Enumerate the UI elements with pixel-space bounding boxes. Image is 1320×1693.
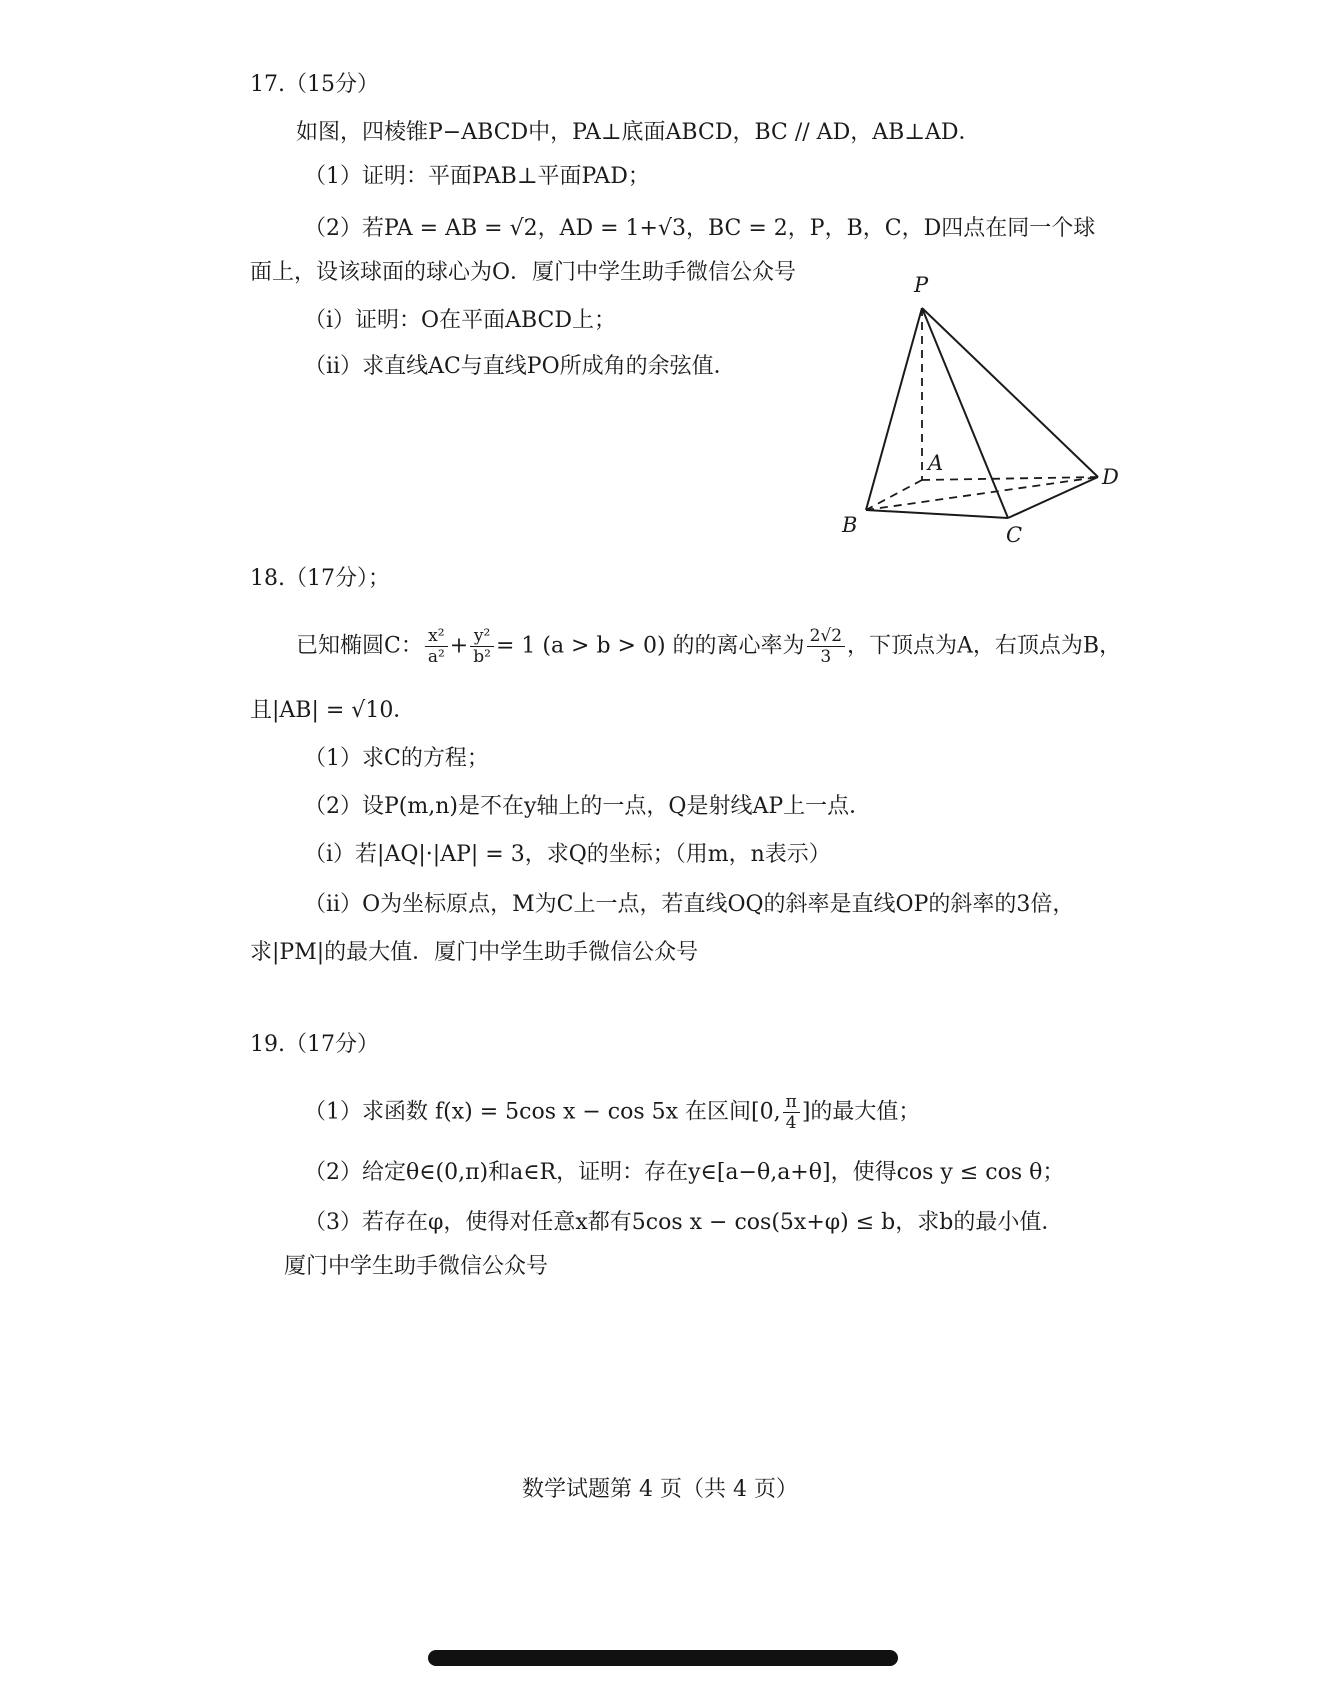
pyramid-figure [830, 270, 1130, 550]
fraction-x2-a2 [425, 626, 448, 667]
q19-part2: （2）给定θ∈(0,π)和a∈R，证明：存在y∈[a−θ,a+θ]，使得cos y ≤ cos θ； [304, 1160, 1065, 1185]
q19-note: 厦门中学生助手微信公众号 [284, 1254, 549, 1279]
q17-part2-line1: （2）若PA = AB = √2，AD = 1+√3，BC = 2，P，B，C，D四点在同一个球 [304, 216, 1096, 241]
fraction-den: 3 [820, 647, 832, 667]
q17-part1: （1）证明：平面PAB⊥平面PAD； [304, 164, 650, 189]
q19-part1-pre: （1）求函数 f(x) = 5cos x − cos 5x 在区间[0, [304, 1099, 781, 1125]
q18-part2-ii-line1: （ⅱ）O为坐标原点，M为C上一点，若直线OQ的斜率是直线OP的斜率的3倍， [304, 892, 1075, 917]
fraction-den: 4 [785, 1113, 797, 1133]
edge-BC [866, 510, 1008, 518]
q19-part1 [304, 1092, 920, 1133]
q18-part2-i: （ⅰ）若|AQ|·|AP| = 3，求Q的坐标；（用m，n表示） [304, 842, 831, 867]
plus-sign: + [449, 633, 469, 659]
q17-header: 17.（15分） [250, 72, 379, 97]
fraction-y2-b2 [470, 626, 494, 667]
q17-intro: 如图，四棱锥P−ABCD中，PA⊥底面ABCD，BC // AD，AB⊥AD． [296, 120, 981, 145]
label-P: P [914, 273, 929, 297]
q19-header: 19.（17分） [250, 1032, 379, 1057]
page-footer: 数学试题第 4 页（共 4 页） [522, 1477, 798, 1502]
fraction-num: π [783, 1092, 800, 1113]
fraction-num: 2√2 [807, 626, 845, 647]
fraction-pi-4 [783, 1092, 800, 1133]
fraction-eccentricity [807, 626, 845, 667]
edge-PC [922, 308, 1008, 518]
fraction-den: a² [427, 647, 445, 667]
q17-part2-line2: 面上，设该球面的球心为O．厦门中学生助手微信公众号 [250, 260, 797, 285]
q17-part2-ii: （ⅱ）求直线AC与直线PO所成角的余弦值． [304, 354, 736, 379]
q17-part2-i: （ⅰ）证明：O在平面ABCD上； [304, 308, 617, 333]
edge-PB [866, 308, 922, 510]
q18-header: 18.（17分）； [250, 566, 390, 591]
q18-part2: （2）设P(m,n)是不在y轴上的一点，Q是射线AP上一点． [304, 794, 872, 819]
q19-part1-post: ]的最大值； [801, 1099, 921, 1125]
q18-part2-ii-line2: 求|PM|的最大值．厦门中学生助手微信公众号 [250, 940, 699, 965]
q18-intro-pre: 已知椭圆C： [296, 633, 423, 659]
q18-intro-post: ，下顶点为A，右顶点为B， [847, 633, 1122, 659]
q19-part3: （3）若存在φ，使得对任意x都有5cos x − cos(5x+φ) ≤ b，求b的最小值． [304, 1210, 1064, 1235]
fraction-den: b² [473, 647, 491, 667]
q18-part1: （1）求C的方程； [304, 746, 489, 771]
fraction-num: x² [425, 626, 448, 647]
label-A: A [928, 451, 944, 475]
edge-AD-hidden [922, 477, 1098, 480]
label-C: C [1006, 523, 1023, 547]
home-indicator[interactable] [428, 1650, 898, 1666]
q18-intro [296, 626, 1121, 667]
label-B: B [842, 513, 858, 537]
label-D: D [1102, 465, 1119, 489]
edge-PD [922, 308, 1098, 477]
fraction-num: y² [470, 626, 494, 647]
q18-line2: 且|AB| = √10． [250, 698, 416, 723]
q18-intro-mid: = 1 (a > b > 0) 的的离心率为 [495, 633, 805, 659]
